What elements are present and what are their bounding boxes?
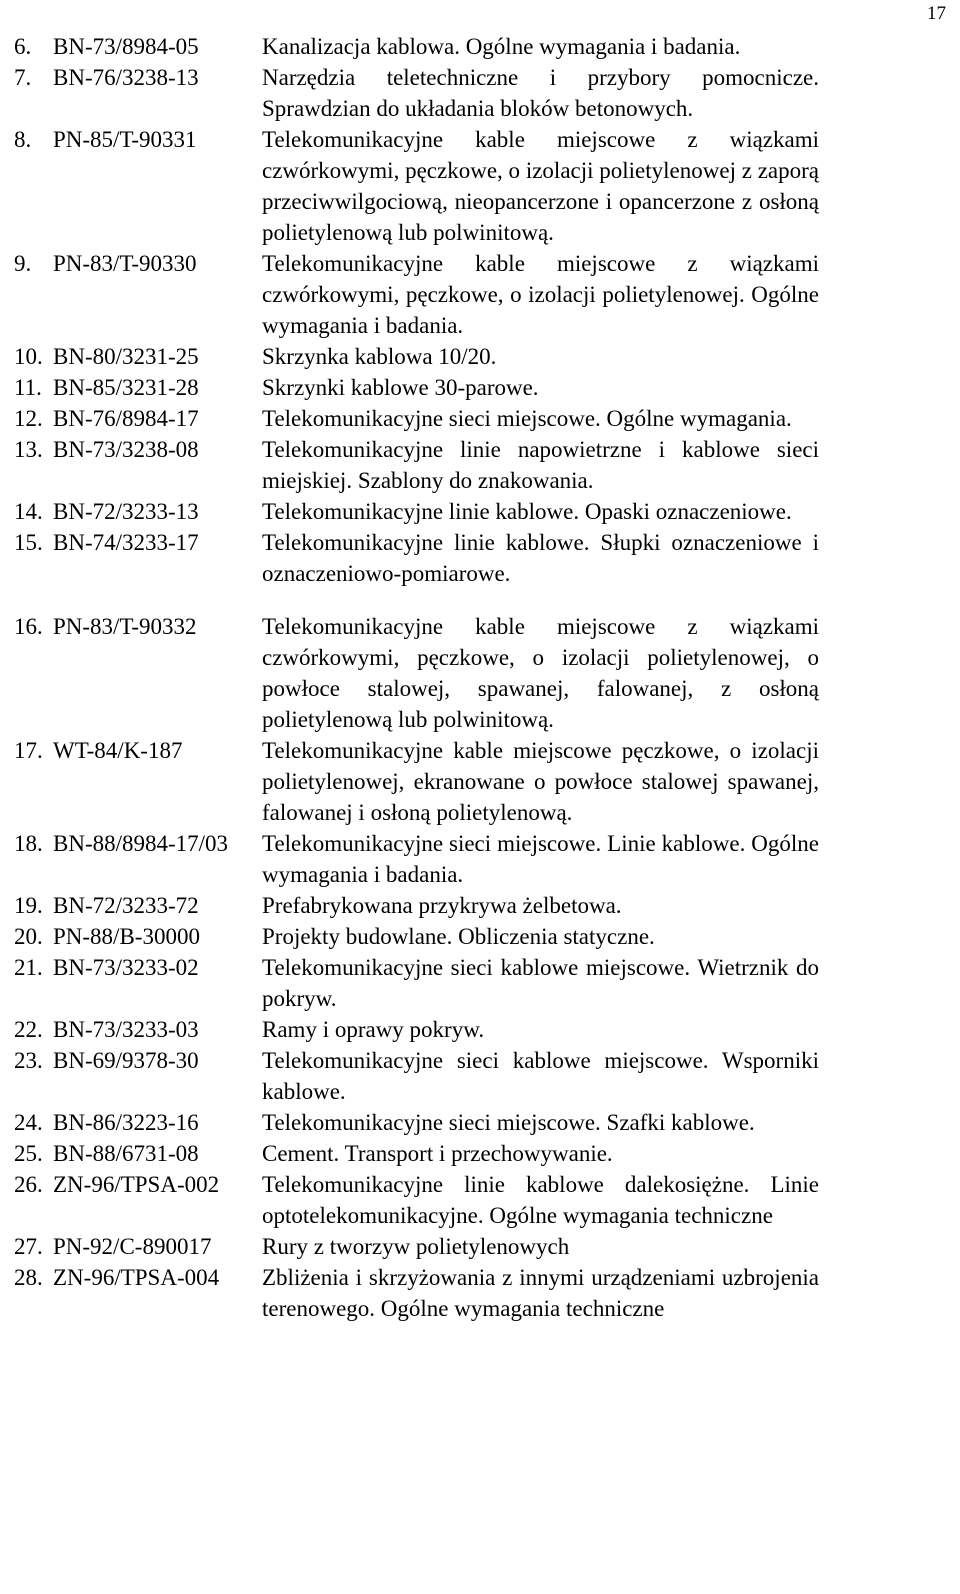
list-item [0,1169,960,1231]
standard-code: PN-85/T-90331 [53,127,197,152]
item-number: 8. [14,127,32,152]
list-item [0,496,960,527]
list-item [0,890,960,921]
standard-code: BN-76/3238-13 [53,65,199,90]
item-number: 17. [14,738,43,763]
standard-code: BN-86/3223-16 [53,1110,199,1135]
list-item [0,1262,960,1324]
standard-code: PN-92/C-890017 [53,1234,212,1259]
standard-title: Telekomunikacyjne kable miejscowe z wiązkami czwórkowymi, pęczkowe, o izolacji polietylenowej, o powłoce stalowej, spawanej, falowanej, z osłoną polietylenową lub polwinitową. [262,614,819,732]
standard-code: PN-88/B-30000 [53,924,200,949]
page-number: 17 [927,3,946,24]
item-number: 28. [14,1265,43,1290]
list-item [0,248,960,341]
standard-title: Telekomunikacyjne kable miejscowe pęczkowe, o izolacji polietylenowej, ekranowane o powłoce stalowej spawanej, falowanej i osłoną polietylenową. [262,738,819,825]
standard-title: Telekomunikacyjne sieci miejscowe. Szafki kablowe. [262,1110,755,1135]
item-number: 22. [14,1017,43,1042]
item-number: 24. [14,1110,43,1135]
standard-code: BN-73/3238-08 [53,437,199,462]
standards-list [0,31,960,1324]
item-number: 20. [14,924,43,949]
list-item [0,1045,960,1107]
standard-title: Prefabrykowana przykrywa żelbetowa. [262,893,622,918]
list-item [0,31,960,62]
item-number: 10. [14,344,43,369]
list-item [0,952,960,1014]
item-number: 19. [14,893,43,918]
standard-title: Telekomunikacyjne linie kablowe. Opaski oznaczeniowe. [262,499,792,524]
item-number: 13. [14,437,43,462]
standard-code: ZN-96/TPSA-002 [53,1172,220,1197]
standard-code: BN-88/8984-17/03 [53,831,229,856]
standard-code: BN-80/3231-25 [53,344,199,369]
standard-code: BN-74/3233-17 [53,530,199,555]
list-item [0,403,960,434]
list-item [0,921,960,952]
item-number: 23. [14,1048,43,1073]
item-number: 18. [14,831,43,856]
list-item [0,62,960,124]
standard-title: Ramy i oprawy pokryw. [262,1017,485,1042]
item-number: 9. [14,251,32,276]
standard-title: Projekty budowlane. Obliczenia statyczne. [262,924,655,949]
item-number: 26. [14,1172,43,1197]
list-item [0,611,960,735]
list-item [0,1138,960,1169]
list-item [0,828,960,890]
standard-code: BN-73/3233-03 [53,1017,199,1042]
list-item [0,1231,960,1262]
standard-title: Rury z tworzyw polietylenowych [262,1234,570,1259]
standard-title: Telekomunikacyjne sieci kablowe miejscowe. Wietrznik do pokryw. [262,955,819,1011]
list-item [0,1014,960,1045]
standard-title: Kanalizacja kablowa. Ogólne wymagania i badania. [262,34,741,59]
list-item [0,434,960,496]
standard-title: Cement. Transport i przechowywanie. [262,1141,613,1166]
list-item [0,124,960,248]
item-number: 7. [14,65,32,90]
standard-code: BN-76/8984-17 [53,406,199,431]
standard-title: Skrzynki kablowe 30-parowe. [262,375,539,400]
standard-title: Skrzynka kablowa 10/20. [262,344,497,369]
standard-code: BN-85/3231-28 [53,375,199,400]
standard-code: ZN-96/TPSA-004 [53,1265,220,1290]
standard-code: BN-73/8984-05 [53,34,199,59]
list-item [0,527,960,589]
list-item [0,372,960,403]
item-number: 14. [14,499,43,524]
standard-code: BN-72/3233-72 [53,893,199,918]
standard-title: Telekomunikacyjne sieci miejscowe. Linie kablowe. Ogólne wymagania i badania. [262,831,819,887]
standard-title: Telekomunikacyjne sieci kablowe miejscowe. Wsporniki kablowe. [262,1048,819,1104]
item-number: 6. [14,34,32,59]
standard-title: Telekomunikacyjne linie kablowe. Słupki oznaczeniowe i oznaczeniowo-pomiarowe. [262,530,819,586]
item-number: 11. [14,375,42,400]
standard-title: Narzędzia teletechniczne i przybory pomocnicze. Sprawdzian do układania bloków betonowych. [262,65,819,121]
standard-code: BN-73/3233-02 [53,955,199,980]
item-number: 15. [14,530,43,555]
item-number: 21. [14,955,43,980]
standard-code: PN-83/T-90330 [53,251,197,276]
standard-code: WT-84/K-187 [53,738,183,763]
standard-title: Telekomunikacyjne linie napowietrzne i kablowe sieci miejskiej. Szablony do znakowania. [262,437,819,493]
standard-code: BN-69/9378-30 [53,1048,199,1073]
standard-code: BN-88/6731-08 [53,1141,199,1166]
item-number: 25. [14,1141,43,1166]
list-item [0,1107,960,1138]
standard-title: Telekomunikacyjne kable miejscowe z wiązkami czwórkowymi, pęczkowe, o izolacji polietylenowej z zaporą przeciwwilgociową, nieopancerzone i opancerzone z osłoną polietylenową lub polwinitową. [262,127,819,245]
item-number: 27. [14,1234,43,1259]
standard-code: BN-72/3233-13 [53,499,199,524]
standard-title: Zbliżenia i skrzyżowania z innymi urządzeniami uzbrojenia terenowego. Ogólne wymagania techniczne [262,1265,819,1321]
list-item [0,735,960,828]
standard-title: Telekomunikacyjne kable miejscowe z wiązkami czwórkowymi, pęczkowe, o izolacji polietylenowej. Ogólne wymagania i badania. [262,251,819,338]
standard-title: Telekomunikacyjne sieci miejscowe. Ogólne wymagania. [262,406,792,431]
standard-code: PN-83/T-90332 [53,614,197,639]
list-item [0,341,960,372]
item-number: 12. [14,406,43,431]
item-number: 16. [14,614,43,639]
standard-title: Telekomunikacyjne linie kablowe dalekosiężne. Linie optotelekomunikacyjne. Ogólne wymagania techniczne [262,1172,819,1228]
